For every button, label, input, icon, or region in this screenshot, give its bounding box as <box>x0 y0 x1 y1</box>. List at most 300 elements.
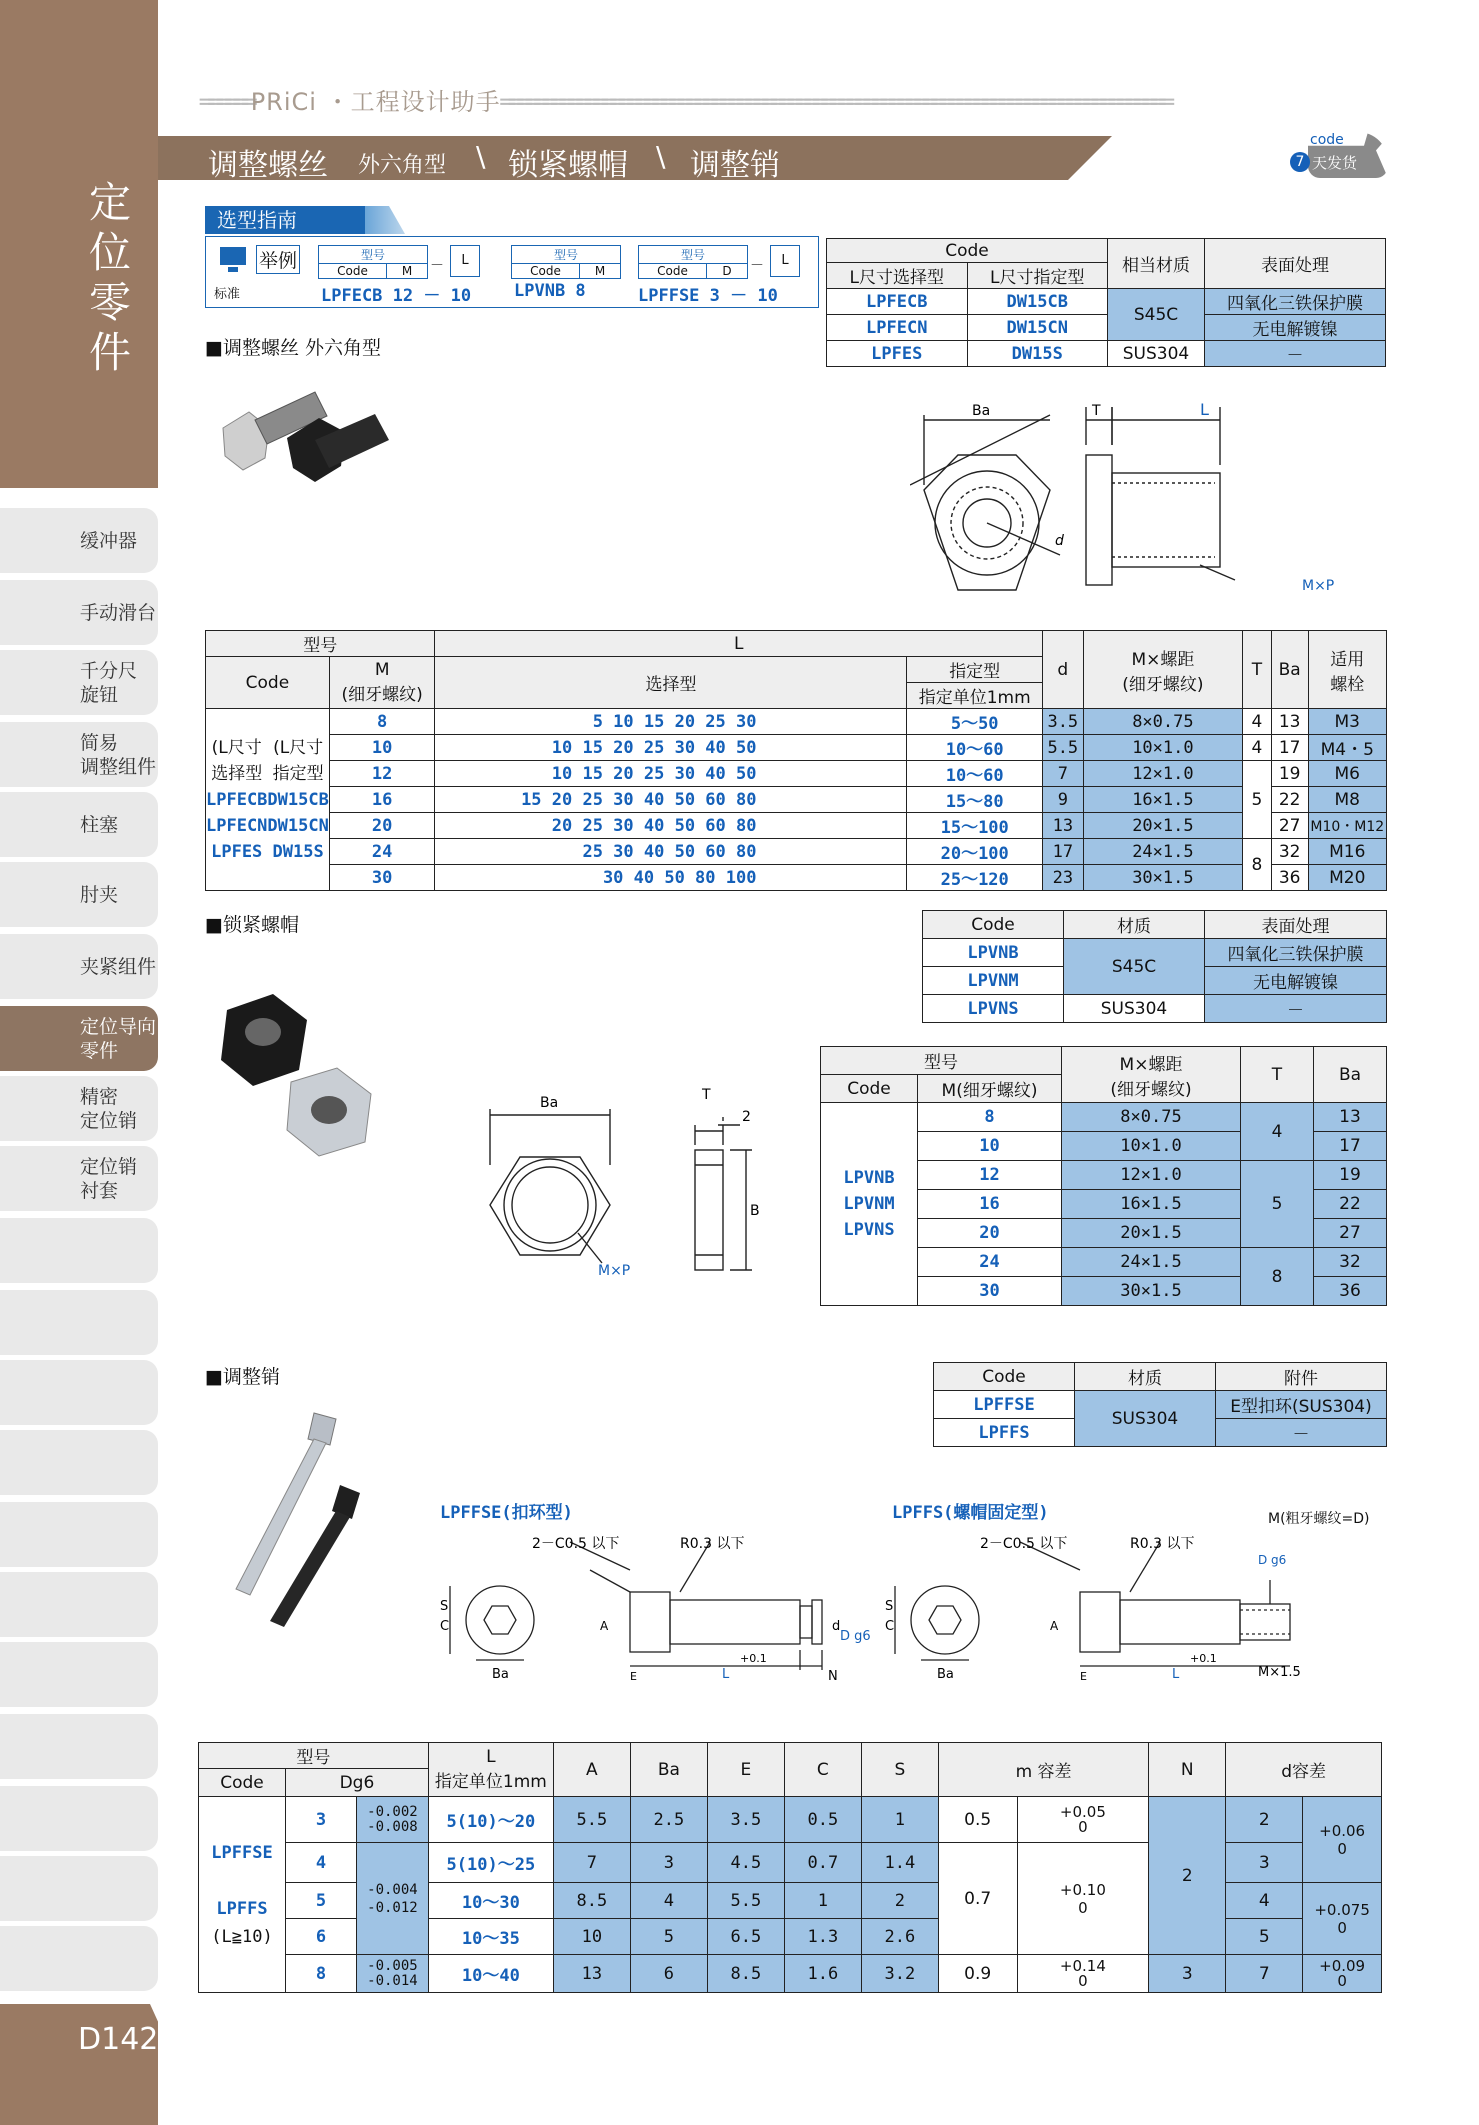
svg-text:N: N <box>828 1669 838 1680</box>
selection-guide-title: 选型指南 <box>205 206 377 234</box>
table-cell: (L尺寸指定型 DW15CB DW15CN DW15S <box>267 709 329 891</box>
table-row <box>923 995 1387 1023</box>
table-cell: 20×1.5 <box>1062 1219 1241 1248</box>
rail-empty-tab[interactable] <box>0 1290 158 1355</box>
table-cell: 16 <box>329 787 435 813</box>
lpffs-label: LPFFS(螺帽固定型) <box>892 1503 1049 1523</box>
table-cell: 30 40 50 80 100 <box>435 865 907 891</box>
table-header-cell: 表面处理 <box>1205 239 1386 289</box>
rail-empty-tab[interactable] <box>0 1856 158 1921</box>
sep: \ <box>476 140 486 173</box>
adjust-screw-table <box>205 630 1387 891</box>
example3-l: L <box>770 245 800 277</box>
table-cell: 6 <box>286 1919 357 1955</box>
table-cell: 8 <box>329 709 435 735</box>
table-cell: +0.09 0 <box>1303 1955 1382 1993</box>
rail-empty-tab[interactable] <box>0 1714 158 1779</box>
table-cell: 1.4 <box>861 1843 938 1883</box>
rail-item-2[interactable]: 千分尺 旋钮 <box>0 650 158 715</box>
table-cell: 10 <box>918 1132 1062 1161</box>
adjust-pin-drawing <box>440 1530 1400 1680</box>
table-cell: 27 <box>1271 813 1308 839</box>
example-label: 举例 <box>256 245 300 274</box>
svg-text:+0.1: +0.1 <box>740 1652 767 1665</box>
lock-nut-drawing <box>480 1085 770 1285</box>
example1-value: LPFECB 12 － 10 <box>321 286 472 306</box>
table-cell: 20 25 30 40 50 60 80 <box>435 813 907 839</box>
table-cell: SUS304 <box>1075 1391 1216 1447</box>
table-cell: 12×1.0 <box>1083 761 1242 787</box>
adjust-pin-table <box>198 1742 1382 1993</box>
rail-item-9[interactable]: 定位销 衬套 <box>0 1146 158 1211</box>
table-cell: 20～100 <box>907 839 1042 865</box>
table-cell: 7 <box>1226 1955 1303 1993</box>
table-row <box>206 865 1387 891</box>
svg-text:E: E <box>630 1670 637 1680</box>
table-cell: LPFECB <box>827 289 968 315</box>
rail-item-7[interactable]: 定位导向 零件 <box>0 1006 158 1071</box>
table-cell: 9 <box>1042 787 1083 813</box>
svg-text:T: T <box>702 1087 711 1103</box>
table-header-cell: M×螺距 (细牙螺纹) <box>1062 1047 1241 1103</box>
svg-text:M×1.5: M×1.5 <box>1258 1665 1301 1680</box>
table-cell: 22 <box>1314 1190 1387 1219</box>
table-cell: 27 <box>1314 1219 1387 1248</box>
adjust-pin-photo <box>210 1405 360 1635</box>
table-cell: E型扣环(SUS304) <box>1216 1391 1387 1419</box>
table-cell: 10×1.0 <box>1083 735 1242 761</box>
table-cell: 四氧化三铁保护膜 <box>1205 289 1386 315</box>
rail-item-4[interactable]: 柱塞 <box>0 792 158 857</box>
example2-box: 型号 Code M <box>511 245 621 279</box>
table-header-cell: Ba <box>630 1743 707 1797</box>
table-cell: -0.005 -0.014 <box>357 1955 429 1993</box>
svg-text:2－C0.5 以下: 2－C0.5 以下 <box>532 1536 620 1552</box>
table-cell: 12×1.0 <box>1062 1161 1241 1190</box>
table-header-cell: Ba <box>1271 631 1308 709</box>
page-header <box>158 136 1068 183</box>
table-cell: 17 <box>1314 1132 1387 1161</box>
table-cell: 20×1.5 <box>1083 813 1242 839</box>
svg-text:A: A <box>600 1619 609 1633</box>
table-cell: 4 <box>630 1883 707 1919</box>
title-adjust-pin: 调整销 <box>690 148 780 183</box>
table-cell: 36 <box>1271 865 1308 891</box>
table-cell: 3 <box>1226 1843 1303 1883</box>
rail-empty-tab[interactable] <box>0 1642 158 1707</box>
table-cell: M16 <box>1308 839 1386 865</box>
svg-text:C: C <box>885 1619 895 1634</box>
table-header-cell: L尺寸指定型 <box>967 263 1108 289</box>
table-cell: 4 <box>1243 735 1272 761</box>
table-header-cell: Code <box>934 1363 1075 1391</box>
brand-line: ══════PRiCi ・工程设计助手═══════════════════════════════════════════════════════════════════════════════ <box>200 88 1169 116</box>
section-adjust-screw: ■调整螺丝 外六角型 <box>205 337 381 359</box>
svg-text:R0.3 以下: R0.3 以下 <box>1130 1536 1195 1552</box>
table-cell: 8×0.75 <box>1083 709 1242 735</box>
table-row <box>827 289 1386 315</box>
table-header-cell: d容差 <box>1226 1743 1382 1797</box>
table-header-cell: Dg6 <box>286 1769 429 1797</box>
svg-text:2－C0.5 以下: 2－C0.5 以下 <box>980 1536 1068 1552</box>
table-row <box>934 1363 1387 1391</box>
example1-box: 型号 Code M <box>318 245 428 279</box>
table-row <box>206 839 1387 865</box>
table-cell: 2 <box>1149 1797 1226 1955</box>
table-header-cell: 指定型 <box>907 657 1042 683</box>
rail-item-8[interactable]: 精密 定位销 <box>0 1076 158 1141</box>
table-cell: 4 <box>1243 709 1272 735</box>
table-cell: M10・M12 <box>1308 813 1386 839</box>
svg-text:A: A <box>1050 1619 1059 1633</box>
header-tail <box>1068 136 1112 180</box>
table-header-cell: 型号 <box>199 1743 429 1769</box>
table-header-cell: 选择型 <box>435 657 907 709</box>
table-cell: 7 <box>1042 761 1083 787</box>
standard-label: 标准 <box>214 287 241 302</box>
svg-text:M×P: M×P <box>598 1263 631 1279</box>
table-cell: 32 <box>1314 1248 1387 1277</box>
table-cell: 4.5 <box>707 1843 784 1883</box>
svg-text:D g6: D g6 <box>1258 1553 1287 1567</box>
table-cell: 5 <box>1243 761 1272 839</box>
svg-text:Ba: Ba <box>972 403 991 419</box>
table-cell: LPFECN <box>827 315 968 341</box>
svg-text:L: L <box>722 1667 730 1680</box>
table-row <box>923 911 1387 939</box>
table-header-cell: m 容差 <box>938 1743 1148 1797</box>
m-note: M(粗牙螺纹=D) <box>1268 1511 1370 1527</box>
table-cell: 8 <box>286 1955 357 1993</box>
table-row <box>206 761 1387 787</box>
svg-text:C: C <box>440 1619 450 1634</box>
table-header-cell: 相当材质 <box>1108 239 1205 289</box>
table-cell: LPVNB LPVNM LPVNS <box>821 1103 918 1306</box>
table-cell: 2.6 <box>861 1919 938 1955</box>
table-row <box>206 709 1387 735</box>
table-cell: 0.7 <box>938 1843 1017 1955</box>
table-cell: 6 <box>630 1955 707 1993</box>
table-cell: 2.5 <box>630 1797 707 1843</box>
table-cell: 30×1.5 <box>1062 1277 1241 1306</box>
table-cell: 8.5 <box>707 1955 784 1993</box>
table-cell: 无电解镀镍 <box>1205 967 1387 995</box>
svg-text:d: d <box>1055 533 1064 549</box>
example3-box: 型号 Code D <box>638 245 748 279</box>
svg-text:R0.3 以下: R0.3 以下 <box>680 1536 745 1552</box>
table-cell: 7 <box>553 1843 630 1883</box>
table-cell: 10 <box>329 735 435 761</box>
svg-text:Ba: Ba <box>540 1095 559 1111</box>
table-row <box>206 787 1387 813</box>
table-cell: 1 <box>861 1797 938 1843</box>
table-cell: 5 <box>1226 1919 1303 1955</box>
rail-empty-tab[interactable] <box>0 1786 158 1851</box>
section-lock-nut: ■锁紧螺帽 <box>205 914 299 936</box>
table-cell: LPFFS <box>934 1419 1075 1447</box>
table-cell: 24 <box>918 1248 1062 1277</box>
rail-item-3[interactable]: 简易 调整组件 <box>0 722 158 787</box>
table-cell: -0.002 -0.008 <box>357 1797 429 1843</box>
table-cell: 10～40 <box>428 1955 553 1993</box>
table-cell: 30×1.5 <box>1083 865 1242 891</box>
table-row <box>821 1103 1387 1132</box>
table-header-cell: 材质 <box>1075 1363 1216 1391</box>
table-cell: 3 <box>286 1797 357 1843</box>
table-header-cell: L 指定单位1mm <box>428 1743 553 1797</box>
table-row <box>923 939 1387 967</box>
table-cell: 20 <box>918 1219 1062 1248</box>
svg-text:+0.1: +0.1 <box>1190 1652 1217 1665</box>
table-cell: DW15CN <box>967 315 1108 341</box>
svg-text:L: L <box>1200 400 1209 419</box>
table-cell: 13 <box>1042 813 1083 839</box>
table-cell: LPFES <box>827 341 968 367</box>
table-header-cell: S <box>861 1743 938 1797</box>
table-cell: 8 <box>918 1103 1062 1132</box>
table-cell: 5 <box>1241 1161 1314 1248</box>
table-cell: S45C <box>1064 939 1205 995</box>
table-cell: 15～80 <box>907 787 1042 813</box>
table-cell: 5.5 <box>707 1883 784 1919</box>
table-header-cell: C <box>784 1743 861 1797</box>
table-cell: M20 <box>1308 865 1386 891</box>
table-header-cell: 适用 螺栓 <box>1308 631 1386 709</box>
table-row <box>821 1047 1387 1075</box>
table-cell: 10～35 <box>428 1919 553 1955</box>
table-header-cell: 型号 <box>821 1047 1062 1075</box>
table-header-cell: L <box>435 631 1042 657</box>
svg-text:S: S <box>440 1599 449 1614</box>
table-header-cell: 表面处理 <box>1205 911 1387 939</box>
example3-value: LPFFSE 3 － 10 <box>638 286 778 306</box>
rail-empty-tab[interactable] <box>0 1218 158 1283</box>
table-cell: DW15CB <box>967 289 1108 315</box>
table-header-cell: M(细牙螺纹) <box>918 1075 1062 1103</box>
table-header-cell: 型号 <box>206 631 435 657</box>
table-cell: 5～50 <box>907 709 1042 735</box>
sep: \ <box>656 140 666 173</box>
table-row <box>827 239 1386 263</box>
adjust-screw-drawing <box>910 395 1350 595</box>
table-cell: 8.5 <box>553 1883 630 1919</box>
table-cell: 10～60 <box>907 735 1042 761</box>
table-cell: +0.06 0 <box>1303 1797 1382 1883</box>
svg-text:S: S <box>885 1599 894 1614</box>
rail-empty-tab[interactable] <box>0 1572 158 1637</box>
svg-text:B: B <box>750 1203 760 1219</box>
svg-text:T: T <box>1092 403 1101 419</box>
table-cell: 13 <box>553 1955 630 1993</box>
table-cell: LPFFSE LPFFS (L≧10) <box>199 1797 286 1993</box>
table-cell: 5(10)～25 <box>428 1843 553 1883</box>
table-cell: (L尺寸选择型 LPFECB LPFECN LPFES <box>206 709 268 891</box>
table-row <box>199 1797 1382 1843</box>
table-cell: 0.5 <box>784 1797 861 1843</box>
svg-text:2: 2 <box>742 1109 751 1125</box>
table-cell: 3 <box>1149 1955 1226 1993</box>
table-header-cell: N <box>1149 1743 1226 1797</box>
table-header-cell: Code <box>199 1769 286 1797</box>
table-header-cell: 附件 <box>1216 1363 1387 1391</box>
title-lock-nut: 锁紧螺帽 <box>508 148 628 183</box>
svg-text:L: L <box>1172 1667 1180 1680</box>
rail-empty-tab[interactable] <box>0 1430 158 1495</box>
table-row <box>827 315 1386 341</box>
left-rail <box>0 0 178 2125</box>
table-row <box>206 813 1387 839</box>
table-cell: 8 <box>1241 1248 1314 1306</box>
table-cell: 8×0.75 <box>1062 1103 1241 1132</box>
table-cell: 0.5 <box>938 1797 1017 1843</box>
example1-l: L <box>450 245 480 277</box>
table-cell: 17 <box>1271 735 1308 761</box>
table-cell: DW15S <box>967 341 1108 367</box>
table-cell: 2 <box>1226 1797 1303 1843</box>
lock-nut-table <box>820 1046 1387 1306</box>
table-cell: 2 <box>861 1883 938 1919</box>
table-cell: 36 <box>1314 1277 1387 1306</box>
table-cell: +0.10 0 <box>1017 1843 1149 1955</box>
table-row <box>199 1955 1382 1993</box>
rail-empty-tab[interactable] <box>0 1360 158 1425</box>
table-cell: 23 <box>1042 865 1083 891</box>
table-cell: M4・5 <box>1308 735 1386 761</box>
svg-text:M×P: M×P <box>1302 578 1335 594</box>
table-cell: 10×1.0 <box>1062 1132 1241 1161</box>
table-row <box>934 1391 1387 1419</box>
table-cell: 0.9 <box>938 1955 1017 1993</box>
table-cell: M8 <box>1308 787 1386 813</box>
table-cell: 20 <box>329 813 435 839</box>
table-cell: 3.5 <box>707 1797 784 1843</box>
material-table-pin <box>933 1362 1387 1447</box>
table-cell: 19 <box>1271 761 1308 787</box>
table-cell: 24×1.5 <box>1083 839 1242 865</box>
table-cell: 无电解镀镍 <box>1205 315 1386 341</box>
table-cell: LPFFSE <box>934 1391 1075 1419</box>
table-cell: 6.5 <box>707 1919 784 1955</box>
table-cell: LPVNM <box>923 967 1064 995</box>
table-cell: 1.3 <box>784 1919 861 1955</box>
table-cell: M3 <box>1308 709 1386 735</box>
example2-value: LPVNB 8 <box>514 281 586 301</box>
table-header-cell: Code <box>827 239 1108 263</box>
table-cell: 10 15 20 25 30 40 50 <box>435 761 907 787</box>
table-header-cell: Ba <box>1314 1047 1387 1103</box>
table-cell: 24×1.5 <box>1062 1248 1241 1277</box>
table-row <box>206 735 1387 761</box>
table-cell: 15～100 <box>907 813 1042 839</box>
table-cell: 4 <box>1241 1103 1314 1161</box>
rail-item-1[interactable]: 手动滑台 <box>0 580 158 645</box>
lpffse-label: LPFFSE(扣环型) <box>440 1503 573 1523</box>
monitor-icon <box>218 245 248 275</box>
table-header-cell: T <box>1241 1047 1314 1103</box>
delivery-badge: code 7 天发货 <box>1288 132 1388 182</box>
table-cell: 16×1.5 <box>1083 787 1242 813</box>
table-cell: 13 <box>1314 1103 1387 1132</box>
table-cell: 5 10 15 20 25 30 <box>435 709 907 735</box>
table-cell: 1.6 <box>784 1955 861 1993</box>
svg-text:D g6: D g6 <box>840 1629 871 1644</box>
table-cell: 4 <box>1226 1883 1303 1919</box>
rail-empty-tab[interactable] <box>0 1502 158 1567</box>
table-cell: 3 <box>630 1843 707 1883</box>
svg-text:E: E <box>1080 1670 1087 1680</box>
table-cell: 13 <box>1271 709 1308 735</box>
table-cell: 5 <box>286 1883 357 1919</box>
table-cell: － <box>1205 341 1386 367</box>
table-cell: 17 <box>1042 839 1083 865</box>
table-cell: 10～60 <box>907 761 1042 787</box>
table-header-cell: Code <box>821 1075 918 1103</box>
table-row <box>827 341 1386 367</box>
svg-text:d: d <box>832 1619 841 1634</box>
table-cell: -0.004 -0.012 <box>357 1843 429 1955</box>
table-cell: 5.5 <box>1042 735 1083 761</box>
table-header-cell: Code <box>206 657 330 709</box>
table-cell: 10 15 20 25 30 40 50 <box>435 735 907 761</box>
table-header-cell: d <box>1042 631 1083 709</box>
table-cell: +0.14 0 <box>1017 1955 1149 1993</box>
material-table-screw <box>826 238 1386 367</box>
table-cell: 30 <box>329 865 435 891</box>
rail-item-0[interactable]: 缓冲器 <box>0 508 158 573</box>
table-cell: SUS304 <box>1108 341 1205 367</box>
svg-text:Ba: Ba <box>937 1667 954 1680</box>
page-number: D1425 <box>78 2022 178 2057</box>
table-header-cell: M (细牙螺纹) <box>329 657 435 709</box>
table-header-cell: T <box>1243 631 1272 709</box>
table-cell: 12 <box>329 761 435 787</box>
table-cell: 3.2 <box>861 1955 938 1993</box>
table-cell: 15 20 25 30 40 50 60 80 <box>435 787 907 813</box>
table-cell: 5(10)～20 <box>428 1797 553 1843</box>
table-cell: 四氧化三铁保护膜 <box>1205 939 1387 967</box>
table-cell: SUS304 <box>1064 995 1205 1023</box>
table-cell: 0.7 <box>784 1843 861 1883</box>
table-cell: LPVNS <box>923 995 1064 1023</box>
rail-empty-tab[interactable] <box>0 1926 158 1991</box>
table-cell: S45C <box>1108 289 1205 341</box>
table-cell: 12 <box>918 1161 1062 1190</box>
table-cell: － <box>1216 1419 1387 1447</box>
title-adjust-screw: 调整螺丝 <box>208 148 328 183</box>
table-header-cell: Code <box>923 911 1064 939</box>
rail-item-5[interactable]: 肘夹 <box>0 862 158 927</box>
adjust-screw-photo <box>215 370 415 490</box>
table-header-cell: 材质 <box>1064 911 1205 939</box>
table-cell: 5.5 <box>553 1797 630 1843</box>
svg-text:Ba: Ba <box>492 1667 509 1680</box>
table-row <box>206 631 1387 657</box>
table-cell: M6 <box>1308 761 1386 787</box>
table-cell: 30 <box>918 1277 1062 1306</box>
table-cell: +0.05 0 <box>1017 1797 1149 1843</box>
rail-item-6[interactable]: 夹紧组件 <box>0 934 158 999</box>
table-cell: － <box>1205 995 1387 1023</box>
table-cell: 4 <box>286 1843 357 1883</box>
table-header-cell: E <box>707 1743 784 1797</box>
table-header-cell: A <box>553 1743 630 1797</box>
table-cell: 8 <box>1243 839 1272 891</box>
table-cell: 24 <box>329 839 435 865</box>
table-row <box>199 1743 1382 1769</box>
table-header-cell: L尺寸选择型 <box>827 263 968 289</box>
table-cell: 22 <box>1271 787 1308 813</box>
table-cell: 1 <box>784 1883 861 1919</box>
